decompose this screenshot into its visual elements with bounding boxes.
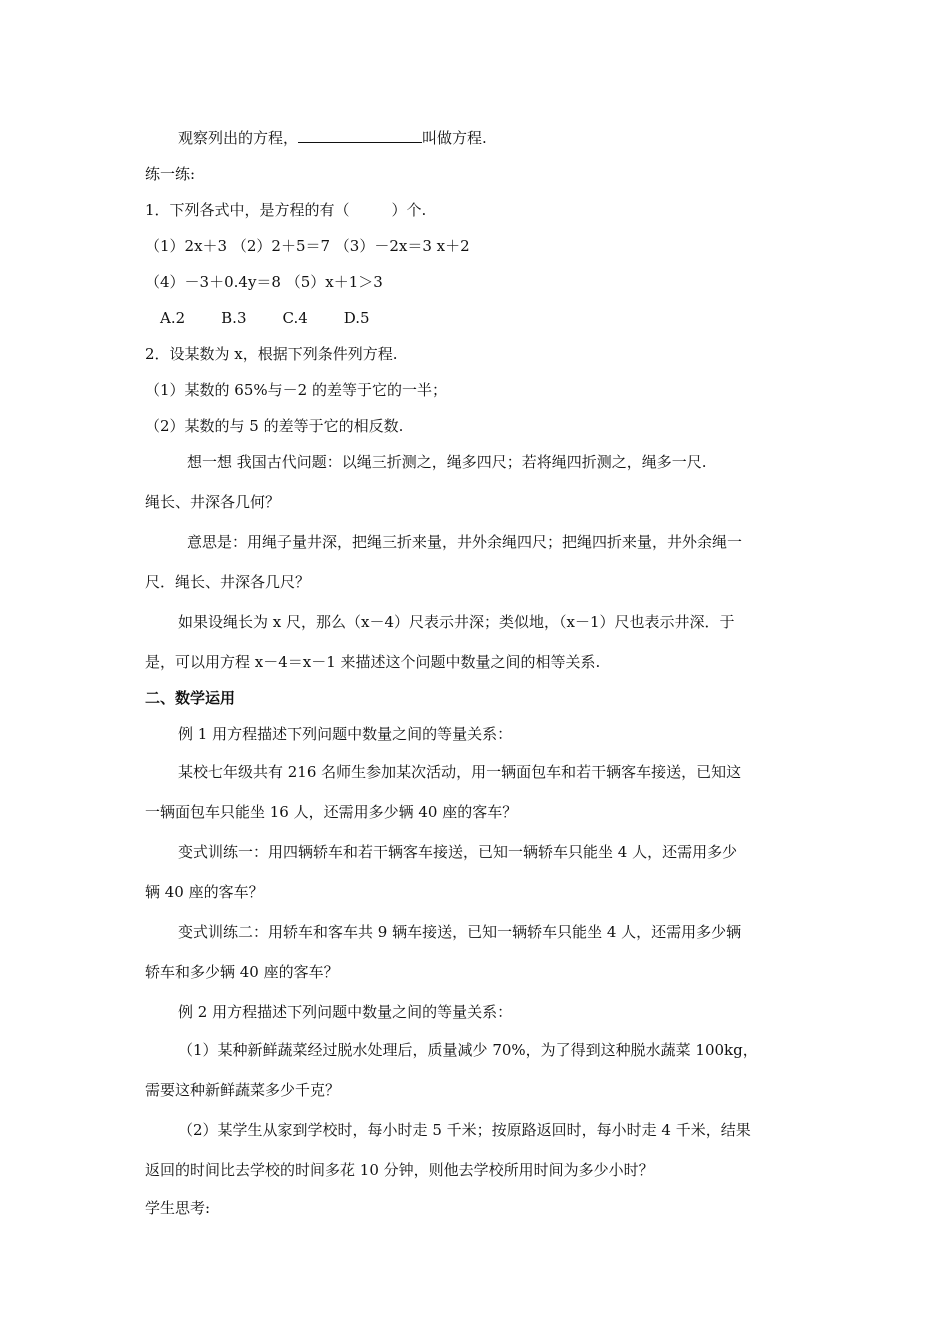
definition-line: [178, 128, 487, 148]
option-c[interactable]: C.4: [282, 309, 308, 327]
example-2-part-2: （2）某学生从家到学校时，每小时走 5 千米；按原路返回时，每小时走 4 千米，结果: [178, 1121, 751, 1139]
think-prompt: 想一想 我国古代问题：以绳三折测之，绳多四尺；若将绳四折测之，绳多一尺.: [187, 453, 707, 471]
meaning-paragraph: 意思是：用绳子量井深，把绳三折来量，井外余绳四尺；把绳四折来量，井外余绳一: [187, 533, 743, 551]
option-a[interactable]: A.2: [160, 309, 186, 327]
question-1-text: 1．下列各式中，是方程的有（: [145, 201, 350, 219]
explanation-paragraph: 如果设绳长为 x 尺，那么（x－4）尺表示井深；类似地，（x－1）尺也表示井深．于: [178, 613, 735, 631]
example-2-part-1-cont: 需要这种新鲜蔬菜多少千克？: [145, 1081, 341, 1099]
variant-1: 变式训练一：用四辆轿车和若干辆客车接送，已知一辆轿车只能坐 4 人，还需用多少: [178, 843, 738, 861]
example-1-problem: 某校七年级共有 216 名师生参加某次活动，用一辆面包车和若干辆客车接送，已知这: [178, 763, 742, 781]
practice-heading: 练一练:: [145, 165, 196, 183]
question-2: 2．设某数为 x，根据下列条件列方程.: [145, 345, 398, 363]
student-thinking: 学生思考:: [145, 1199, 211, 1217]
definition-suffix: 叫做方程.: [422, 129, 487, 147]
expressions-line-2: （4）－3＋0.4y＝8 （5）x＋1＞3: [145, 273, 383, 291]
example-2-part-2-cont: 返回的时间比去学校的时间多花 10 分钟，则他去学校所用时间为多少小时？: [145, 1161, 654, 1179]
explanation-paragraph-cont: 是，可以用方程 x－4＝x－1 来描述这个问题中数量之间的相等关系.: [145, 653, 601, 671]
example-2-part-1: （1）某种新鲜蔬菜经过脱水处理后，质量减少 70%，为了得到这种脱水蔬菜 100kg，: [178, 1041, 758, 1059]
variant-2-cont: 轿车和多少辆 40 座的客车？: [145, 963, 339, 981]
example-2-heading: 例 2 用方程描述下列问题中数量之间的等量关系：: [178, 1003, 513, 1021]
variant-1-cont: 辆 40 座的客车？: [145, 883, 264, 901]
question-1-suffix: ）个.: [391, 201, 427, 219]
answer-options: [160, 308, 370, 328]
option-b[interactable]: B.3: [221, 309, 247, 327]
example-1-heading: 例 1 用方程描述下列问题中数量之间的等量关系：: [178, 725, 513, 743]
question-2-part-1: （1）某数的 65%与－2 的差等于它的一半；: [145, 381, 447, 399]
section-heading: 二、数学运用: [145, 689, 236, 707]
definition-prefix: 观察列出的方程，: [178, 129, 299, 147]
meaning-paragraph-cont: 尺．绳长、井深各几尺？: [145, 573, 311, 591]
fill-blank[interactable]: [298, 128, 422, 143]
option-d[interactable]: D.5: [343, 309, 370, 327]
expressions-line-1: （1）2x＋3 （2）2＋5＝7 （3）－2x＝3 x＋2: [145, 237, 470, 255]
question-2-part-2: （2）某数的与 5 的差等于它的相反数.: [145, 417, 404, 435]
example-1-problem-cont: 一辆面包车只能坐 16 人，还需用多少辆 40 座的客车？: [145, 803, 518, 821]
variant-2: 变式训练二：用轿车和客车共 9 辆车接送，已知一辆轿车只能坐 4 人，还需用多少辆: [178, 923, 742, 941]
question-1: [145, 200, 426, 220]
think-prompt-cont: 绳长、井深各几何？: [145, 493, 281, 511]
